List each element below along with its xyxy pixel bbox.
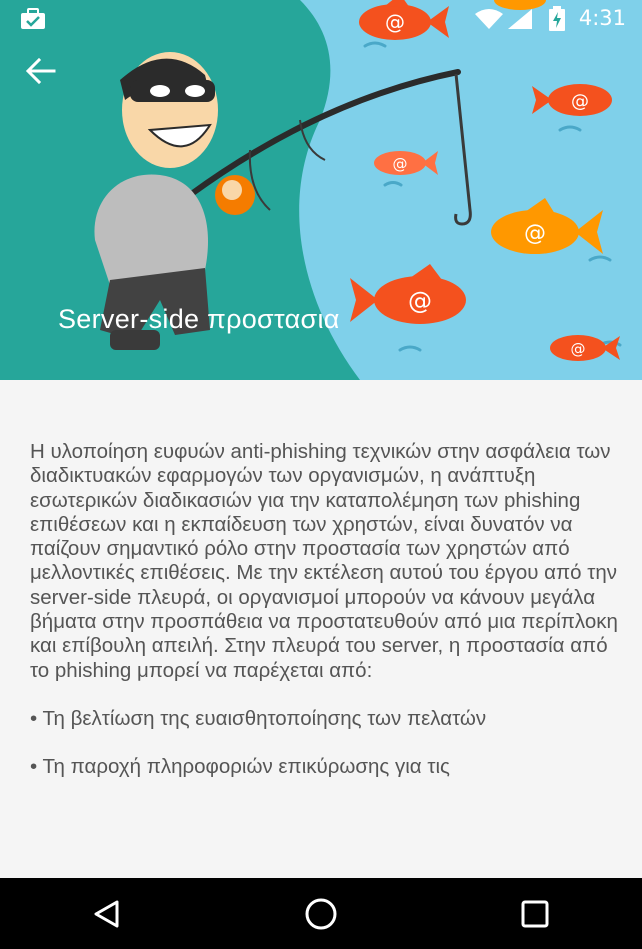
svg-text:@: @ xyxy=(392,155,408,173)
list-item: • Τη βελτίωση της ευαισθητοποίησης των πελατών xyxy=(30,706,487,730)
svg-text:@: @ xyxy=(408,287,432,315)
list-item: • Τη παροχή πληροφοριών επικύρωσης για τις xyxy=(30,755,450,779)
arrow-left-icon xyxy=(26,58,56,84)
svg-text:@: @ xyxy=(524,221,546,246)
page-title: Server-side προστασια xyxy=(58,304,340,334)
nav-back-button[interactable] xyxy=(67,884,147,944)
back-button[interactable] xyxy=(26,58,74,102)
article-paragraph: Η υλοποίηση ευφυών anti-phishing τεχνικών στην ασφάλεια των διαδικτυακών εφαρμογών των οργανισμών, η ανάπτυξη εσωτερικών διαδικασιών για την καταπολέμηση των phishing επιθέσεων και η εκπαίδευση των χρηστών, είναι δυνατόν να παίζουν σημαντικό ρόλο στην προστασία των χρηστών από μελλοντικές επιθέσεις. Με την εκτέλεση αυτού του έργου από την server-side πλευρά, οι οργανισμοί μπορούν να κάνουν μεγάλα βήματα στην προσπάθεια να προστατευθούν από μια περίπλοκη και επίβουλη απειλή. Στην πλευρά του server, η προστασία από το phishing μπορεί να παρέχεται από: xyxy=(30,440,618,682)
header-banner xyxy=(0,0,642,380)
nav-back-triangle-icon xyxy=(92,899,122,929)
article-content xyxy=(30,440,620,780)
nav-recents-button[interactable] xyxy=(495,884,575,944)
status-bar xyxy=(0,0,642,40)
svg-text:@: @ xyxy=(571,91,589,112)
svg-text:@: @ xyxy=(385,10,405,34)
navigation-bar xyxy=(0,878,642,949)
nav-recents-square-icon xyxy=(520,899,550,929)
nav-home-circle-icon xyxy=(304,897,338,931)
svg-text:@: @ xyxy=(570,340,586,358)
status-time: 4:31 xyxy=(578,6,626,30)
nav-home-button[interactable] xyxy=(281,884,361,944)
